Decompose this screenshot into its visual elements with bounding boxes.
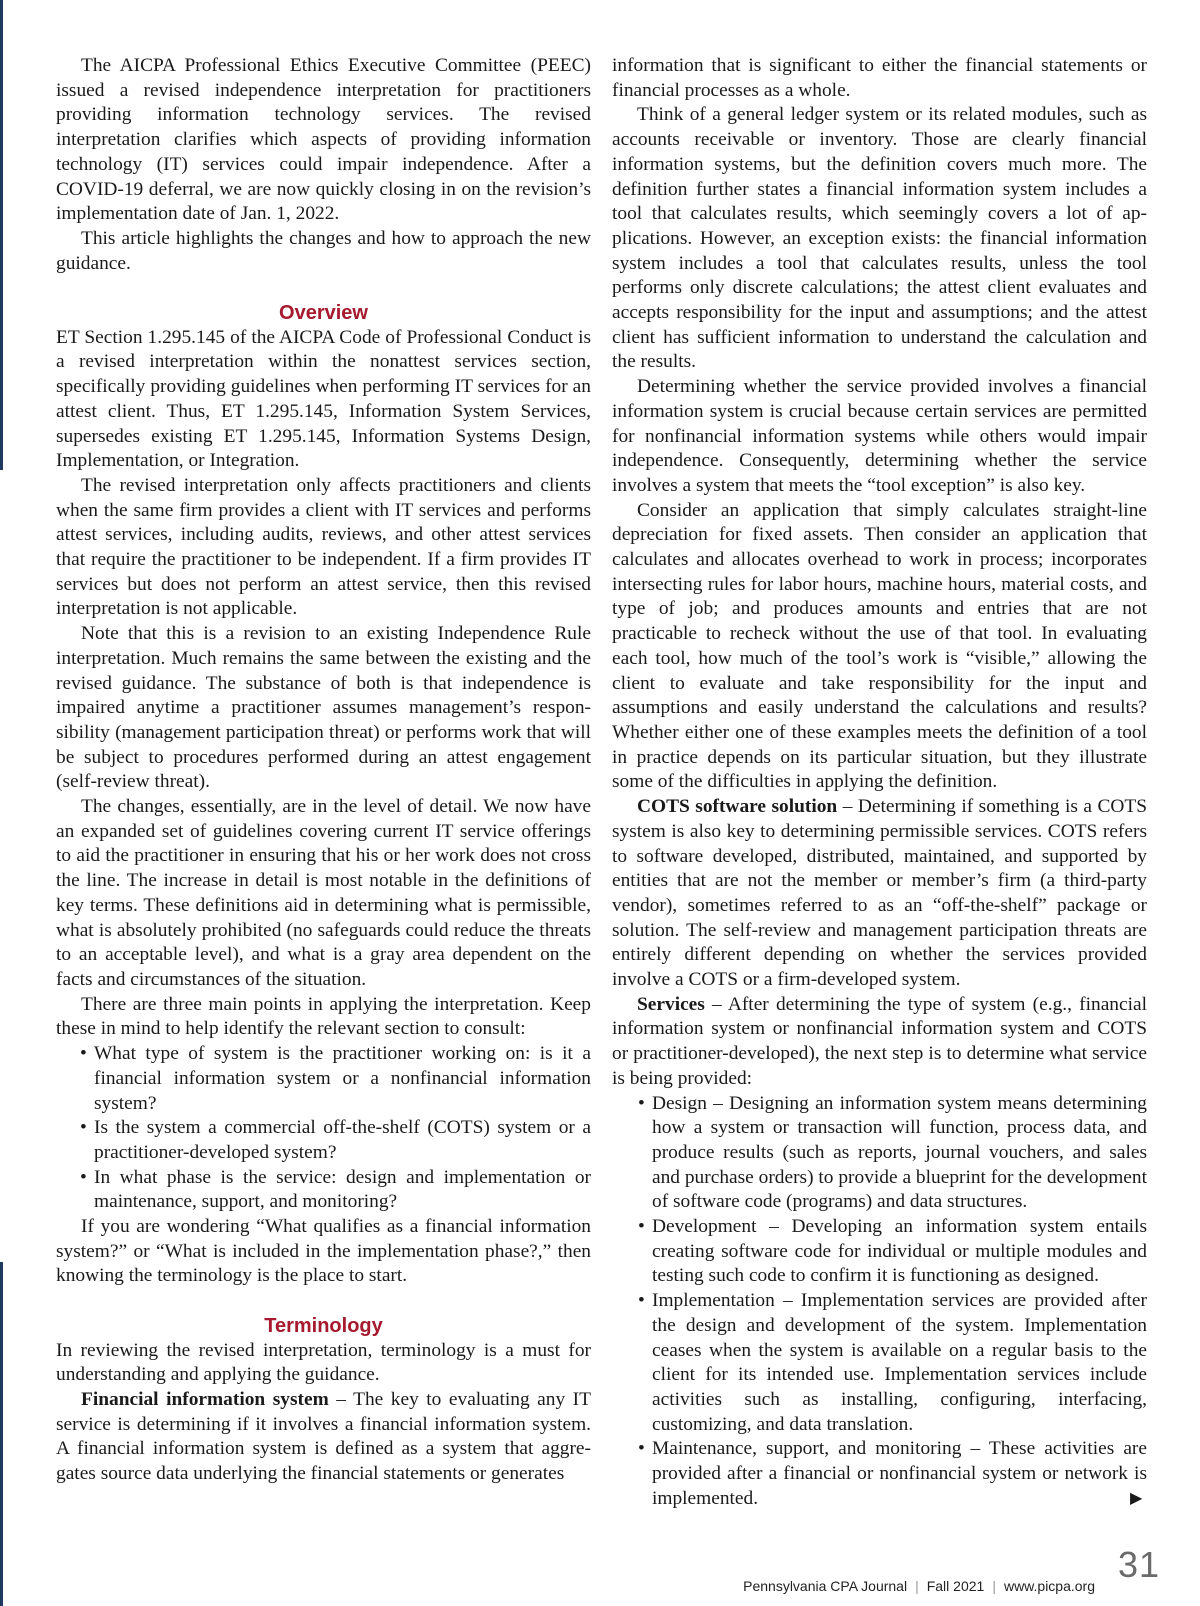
list-item: • Development – Developing an information system entails creating software code for individual or multiple modules and testing such code to confirm it is functioning as designed. [638,1215,1147,1289]
list-item: • Implementation – Implementation services are provided after the design and development of the system. Implementation ceases when the system is available on a regular basis to the client for its intended use. Implementation services include activities such as installing, configuring, interfacing, customizing, and data translation. [638,1289,1147,1437]
overview-paragraph-1: ET Section 1.295.145 of the AICPA Code of Professional Conduct is a revised interpretation within the nonattest services section, specifically providing guidelines when performing IT services for an attest client. Thus, ET 1.295.145, Information System Services, supersedes existing ET 1.295.145, Information Systems Design, Implementation, or Integration. [56,326,591,472]
determining-paragraph: Determining whether the service provided involves a financial information system is crucial because certain services are permitted for nonfinancial information systems while others would impair independence. Consequently, determining whether the service involves a system that meets the “tool exception” is also key. [612,376,1147,496]
cots-text: – Determining if something is a COTS system is also key to determining permissible services. COTS refers to software developed, distributed, maintained, and supported by entities that are not the member or member’s firm (a third-party vendor), sometimes referred to as an “off-the-shelf” package or solution. The self-review and management participation threats are entirely different depending on whether the services provided involve a COTS or a firm-developed system. [612,796,1148,991]
overview-paragraph-5: There are three main points in applying the interpretation. Keep these in mind to help identify the relevant section to consult: [56,993,591,1040]
term-cots-software-solution: COTS software solution [637,796,838,818]
cots-paragraph [612,795,1147,993]
list-item: • In what phase is the service: design and implementation or maintenance, support, and monitoring? [80,1166,591,1215]
terminology-paragraph-1: In reviewing the revised interpretation, terminology is a must for understanding and applying the guidance. [56,1339,591,1386]
list-item: • Maintenance, support, and monitoring – These activities are provided after a financial or nonfinancial system or network is implemented. [638,1437,1147,1511]
spacer [56,276,591,301]
overview-paragraph-6: If you are wondering “What qualifies as a financial information system?” or “What is included in the implementation phase?,” then knowing the terminology is the place to start. [56,1216,591,1287]
journal-name: Pennsylvania CPA Journal [743,1578,908,1594]
overview-paragraph-2: The revised interpretation only affects practitioners and clients when the same firm provides a client with IT services and performs attest services, including audits, reviews, and other attest services that require the practitioner to be independent. If a firm provides IT services but does not perform an attest service, then this revised interpretation is not applicable. [56,474,591,620]
overview-paragraph-4: The changes, essentially, are in the level of detail. We now have an expanded set of guidelines covering current IT service offerings to aid the practitioner in ensuring that his or her work does not cross the line. The increase in detail is most notable in the definitions of key terms. These definitions aid in determining what is permissible, what is absolutely prohibited (no safeguards could reduce the threats to an acceptable level), and what is a gray area dependent on the facts and circumstances of the situation. [56,796,591,990]
spacer [56,1289,591,1314]
general-ledger-paragraph: Think of a general ledger system or its related modules, such as accounts receivable or inventory. Those are clearly financial information systems, but the definition covers much more. The definition further states a financial information system includes a tool that calculates results, which seemingly covers a lot of applications. However, an exception exists: the financial information system includes a tool that calculates results, unless the tool performs only discrete calculations; the attest client evaluates and accepts responsibility for the input and assumptions; and the attest client has sufficient information to understand the calculation and the results. [612,104,1147,373]
overview-paragraph-3: Note that this is a revision to an existing Independence Rule interpretation. Much remains the same between the existing and the revised guidance. The substance of both is that independence is impaired anytime a practitioner assumes management’s responsibility (management participation threat) or performs work that will be subject to procedures performed during an attest engagement (self-review threat). [56,623,591,793]
footer-divider: | [915,1578,919,1594]
services-paragraph [612,993,1147,1092]
main-points-list [56,1042,591,1215]
financial-information-system-paragraph [56,1388,591,1487]
footer-divider: | [992,1578,996,1594]
financial-information-system-text: – The key to evaluating any IT service is determining if it involves a financial information system. A financial information system is defined as a system that aggregates source data underlying the financial statements or generates [56,1388,591,1485]
services-list [612,1092,1147,1512]
list-item: • Is the system a commercial off-the-shelf (COTS) system or a practitioner-developed system? [80,1116,591,1165]
continue-arrow-icon: ▶ [1130,1488,1143,1507]
overview-heading: Overview [279,302,368,325]
left-edge-mark-bottom [0,1262,3,1606]
intro-paragraph-1: The AICPA Professional Ethics Executive Committee (PEEC) issued a revised independence interpretation for practitioners providing information technology services. The revised interpretation clarifies which aspects of providing information technology (IT) services could impair independence. After a COVID-19 deferral, we are now quickly closing in on the revision’s implementation date of Jan. 1, 2022. [56,55,591,225]
list-item: • Design – Designing an information system means determining how a system or transaction will function, process data, and produce results (such as reports, journal vouchers, and sales and purchase orders) to provide a blueprint for the development of software code (programs) and data structures. [638,1092,1147,1216]
website-link[interactable]: www.picpa.org [1003,1578,1095,1594]
terminology-heading: Terminology [264,1314,383,1337]
right-column [612,54,1147,1511]
left-column [56,54,591,1487]
page-footer [743,1578,1095,1594]
continued-paragraph: information that is significant to either the financial statements or financial processes as a whole. [612,55,1147,101]
services-text: – After determining the type of system (e.g., financial information system or nonfinancial information system and COTS or practitioner-developed), the next step is to determine what service is being provided: [612,993,1147,1089]
intro-paragraph-2: This article highlights the changes and how to approach the new guidance. [56,227,591,274]
term-financial-information-system: Financial information system [81,1388,329,1410]
left-edge-mark-top [0,0,3,470]
term-services: Services [637,993,705,1015]
consider-paragraph: Consider an application that simply calculates straight-line depreciation for fixed assets. Then consider an application that calculates and allocates overhead to work in process; incorporates intersecting rules for labor hours, machine hours, material costs, and type of job; and produces amounts and entries that are not practicable to recheck without the use of that tool. In evaluating each tool, how much of the tool’s work is “visible,” allowing the client to evaluate and take responsibility for the input and assumptions and easily understand the calculations and results? Whether either one of these examples meets the definition of a tool in practice depends on its particular situation, but they illustrate some of the difficulties in applying the definition. [612,499,1147,793]
list-item: • What type of system is the practitioner working on: is it a financial information system or a nonfinancial information system? [80,1042,591,1116]
page-number: 31 [1118,1544,1161,1585]
issue-date: Fall 2021 [926,1578,985,1594]
